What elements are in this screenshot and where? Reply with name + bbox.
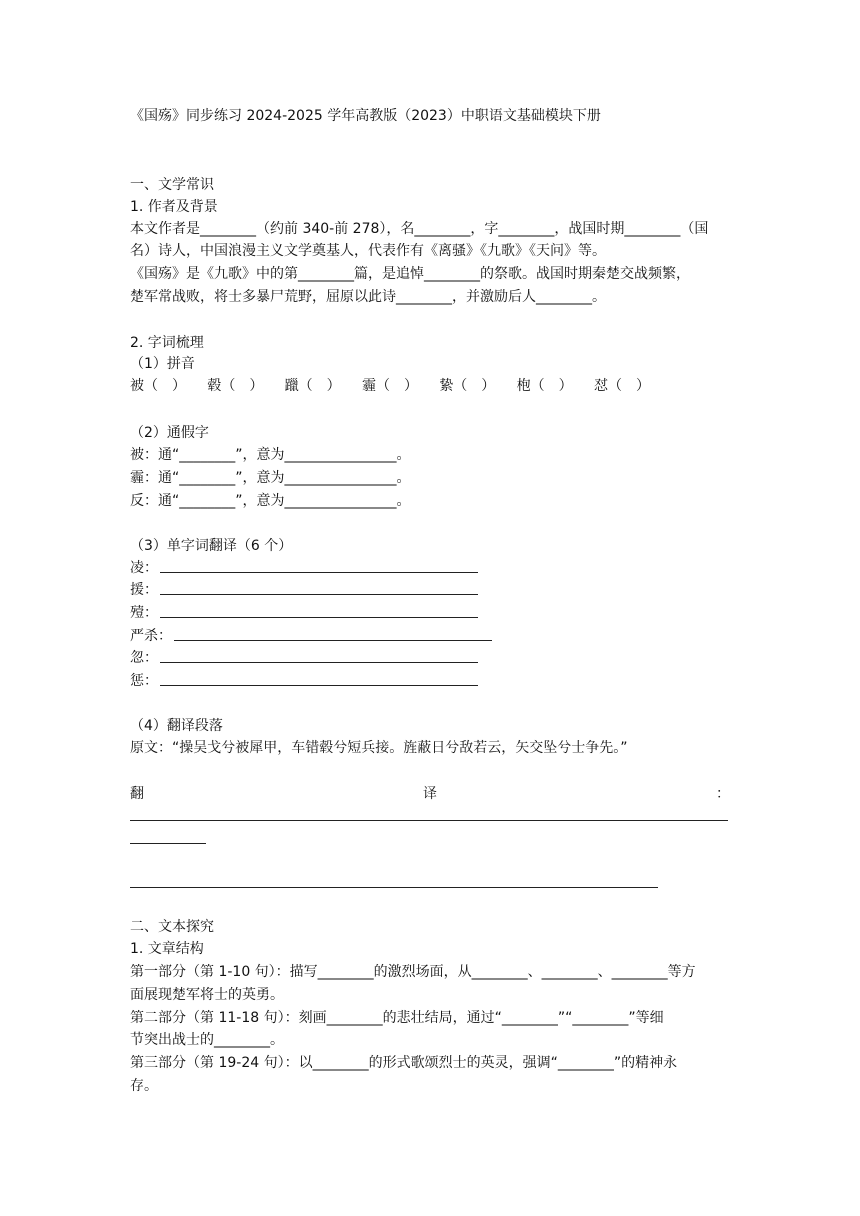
- fanyi-label-row: [130, 784, 730, 804]
- danzi-label: 惩：: [130, 673, 158, 689]
- tongjia-item: 被：通“________”，意为________________。: [130, 447, 411, 463]
- pinyin-item: 躐（ ）: [284, 378, 341, 394]
- answer-line: [160, 572, 478, 573]
- danzi-label: 援：: [130, 582, 158, 598]
- pinyin-item: 霾（ ）: [361, 378, 418, 394]
- translation-line: [130, 820, 728, 821]
- structure-part-3: 第三部分（第 19-24 句）：以________的形式歌颂烈士的英灵，强调“________”的精神永: [130, 1055, 678, 1071]
- pinyin-item: 被（ ）: [130, 378, 186, 394]
- pinyin-item: 毂（ ）: [207, 378, 264, 394]
- answer-line: [174, 640, 492, 641]
- structure-part-1-cont: 面展现楚军将士的英勇。: [130, 987, 284, 1003]
- danzi-label: 殪：: [130, 605, 158, 621]
- fanyi-label-char: 翻: [130, 786, 144, 802]
- fanyi-original: 原文：“操吴戈兮被犀甲，车错毂兮短兵接。旌蔽日兮敌若云，矢交坠兮士争先。”: [130, 740, 628, 756]
- tongjia-item: 霾：通“________”，意为________________。: [130, 470, 411, 486]
- vocabulary-heading: 2. 字词梳理: [130, 335, 204, 351]
- danzi-label: 忽：: [130, 650, 158, 666]
- answer-line: [160, 685, 478, 686]
- author-line-2: 名）诗人，中国浪漫主义文学奠基人，代表作有《离骚》《九歌》《天问》等。: [130, 243, 606, 259]
- structure-heading: 1. 文章结构: [130, 941, 204, 957]
- pinyin-heading: （1）拼音: [130, 356, 195, 372]
- structure-part-3-cont: 存。: [130, 1078, 158, 1094]
- structure-part-1: 第一部分（第 1-10 句）：描写________的激烈场面，从________、________、________等方: [130, 964, 696, 980]
- fanyi-label-char: 译: [423, 786, 437, 802]
- translation-line: [130, 887, 658, 888]
- structure-part-2-cont: 节突出战士的________。: [130, 1032, 284, 1048]
- fanyi-label-char: ：: [716, 786, 730, 802]
- tongjia-heading: （2）通假字: [130, 425, 209, 441]
- tongjia-item: 反：通“________”，意为________________。: [130, 493, 411, 509]
- background-line-1: 《国殇》是《九歌》中的第________篇，是追悼________的祭歌。战国时期秦楚交战频繁，: [130, 266, 690, 282]
- structure-part-2: 第二部分（第 11-18 句）：刻画________的悲壮结局，通过“________”“________”等细: [130, 1010, 664, 1026]
- answer-line: [160, 662, 478, 663]
- fanyi-heading: （4）翻译段落: [130, 718, 223, 734]
- document-title: 《国殇》同步练习 2024-2025 学年高教版（2023）中职语文基础模块下册: [130, 108, 601, 124]
- author-background-heading: 1. 作者及背景: [130, 199, 218, 215]
- background-line-2: 楚军常战败，将士多暴尸荒野，屈原以此诗________，并激励后人________。: [130, 289, 606, 305]
- danzi-heading: （3）单字词翻译（6 个）: [130, 538, 293, 554]
- answer-line: [160, 594, 478, 595]
- pinyin-row: [130, 376, 650, 396]
- translation-line: [130, 843, 206, 844]
- danzi-label: 严杀：: [130, 628, 172, 644]
- danzi-label: 凌：: [130, 560, 158, 576]
- pinyin-item: 絷（ ）: [439, 378, 496, 394]
- section-1-heading: 一、文学常识: [130, 177, 214, 193]
- author-line-1: 本文作者是________（约前 340-前 278），名________，字________，战国时期________（国: [130, 221, 709, 237]
- pinyin-item: 怼（ ）: [593, 378, 650, 394]
- section-2-heading: 二、文本探究: [130, 919, 214, 935]
- answer-line: [160, 617, 478, 618]
- pinyin-item: 枹（ ）: [516, 378, 573, 394]
